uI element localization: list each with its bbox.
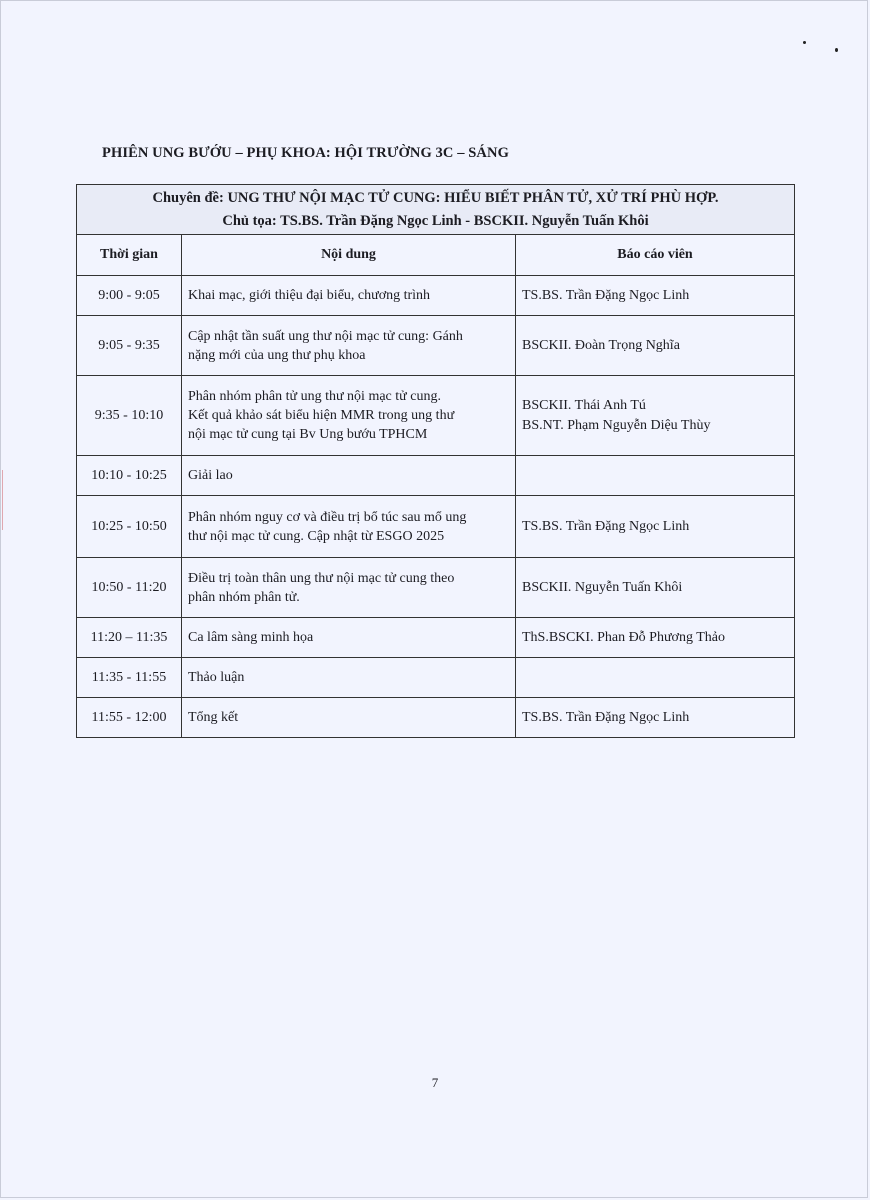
content-line: thư nội mạc tử cung. Cập nhật từ ESGO 2025 [188,528,445,544]
row-time: 10:10 - 10:25 [77,456,182,496]
row-speaker [516,376,795,456]
content-line: phân nhóm phân tử. [188,589,300,605]
row-content [182,456,516,496]
session-title: PHIÊN UNG BƯỚU – PHỤ KHOA: HỘI TRƯỜNG 3C – SÁNG [102,145,509,161]
table-row [77,496,795,558]
row-time: 9:35 - 10:10 [77,376,182,456]
content-line: Phân nhóm phân tử ung thư nội mạc tử cung. [188,389,441,404]
content-line: Ca lâm sàng minh họa [188,630,314,645]
speaker-name: BSCKII. Nguyễn Tuấn Khôi [522,579,683,595]
row-content [182,496,516,558]
table-row [77,316,795,376]
schedule-body [77,276,795,738]
row-content [182,276,516,316]
row-speaker [516,276,795,316]
topic-row [77,185,795,235]
speaker-name: TS.BS. Trần Đặng Ngọc Linh [522,518,690,534]
scan-edge-mark [2,470,3,530]
header-speaker: Báo cáo viên [516,235,795,276]
page-number: 7 [431,1075,439,1090]
row-content [182,316,516,376]
table-row [77,456,795,496]
content-line: Tổng kết [188,710,239,725]
row-time: 9:05 - 9:35 [77,316,182,376]
table-row [77,698,795,738]
row-speaker [516,618,795,658]
row-content [182,618,516,658]
row-content [182,698,516,738]
header-row [77,235,795,276]
speaker-name: BSCKII. Thái Anh Tú [522,397,646,413]
topic-title: Chuyên đề: UNG THƯ NỘI MẠC TỬ CUNG: HIỂU BIẾT PHÂN TỬ, XỬ TRÍ PHÙ HỢP. [152,189,719,206]
row-speaker [516,316,795,376]
row-speaker [516,658,795,698]
content-line: Cập nhật tần suất ung thư nội mạc tử cung: Gánh [188,328,463,344]
row-time: 11:20 – 11:35 [77,618,182,658]
speaker-name: TS.BS. Trần Đặng Ngọc Linh [522,709,690,725]
row-time: 10:50 - 11:20 [77,558,182,618]
chairs: Chủ tọa: TS.BS. Trần Đặng Ngọc Linh - BSCKII. Nguyễn Tuấn Khôi [222,212,649,229]
content-line: nặng mới của ung thư phụ khoa [188,347,366,363]
table-row [77,658,795,698]
row-speaker [516,698,795,738]
speaker-name: BSCKII. Đoàn Trọng Nghĩa [522,337,680,353]
scan-speck [803,41,806,44]
row-speaker [516,456,795,496]
row-content [182,376,516,456]
content-line: Kết quả khảo sát biểu hiện MMR trong ung thư [188,408,455,423]
row-time: 11:55 - 12:00 [77,698,182,738]
table-row [77,558,795,618]
row-speaker [516,558,795,618]
content-line: Điều trị toàn thân ung thư nội mạc tử cung theo [188,570,455,586]
table-row [77,618,795,658]
content-line: Giải lao [188,468,233,483]
row-time: 9:00 - 9:05 [77,276,182,316]
content-line: Thảo luận [188,670,245,685]
speaker-name: TS.BS. Trần Đặng Ngọc Linh [522,287,690,303]
table-row [77,376,795,456]
schedule-table [76,184,795,738]
row-speaker [516,496,795,558]
speaker-name: ThS.BSCKI. Phan Đỗ Phương Thảo [522,629,725,645]
header-content: Nội dung [182,235,516,276]
row-time: 10:25 - 10:50 [77,496,182,558]
table-row [77,276,795,316]
row-content [182,558,516,618]
content-line: Khai mạc, giới thiệu đại biểu, chương trình [188,288,431,303]
content-line: Phân nhóm nguy cơ và điều trị bổ túc sau mổ ung [188,509,467,525]
row-content [182,658,516,698]
topic-cell [77,185,795,235]
header-time: Thời gian [77,235,182,276]
scan-speck [835,48,838,52]
speaker-name: BS.NT. Phạm Nguyễn Diệu Thùy [522,417,711,433]
row-time: 11:35 - 11:55 [77,658,182,698]
content-line: nội mạc tử cung tại Bv Ung bướu TPHCM [188,427,428,442]
